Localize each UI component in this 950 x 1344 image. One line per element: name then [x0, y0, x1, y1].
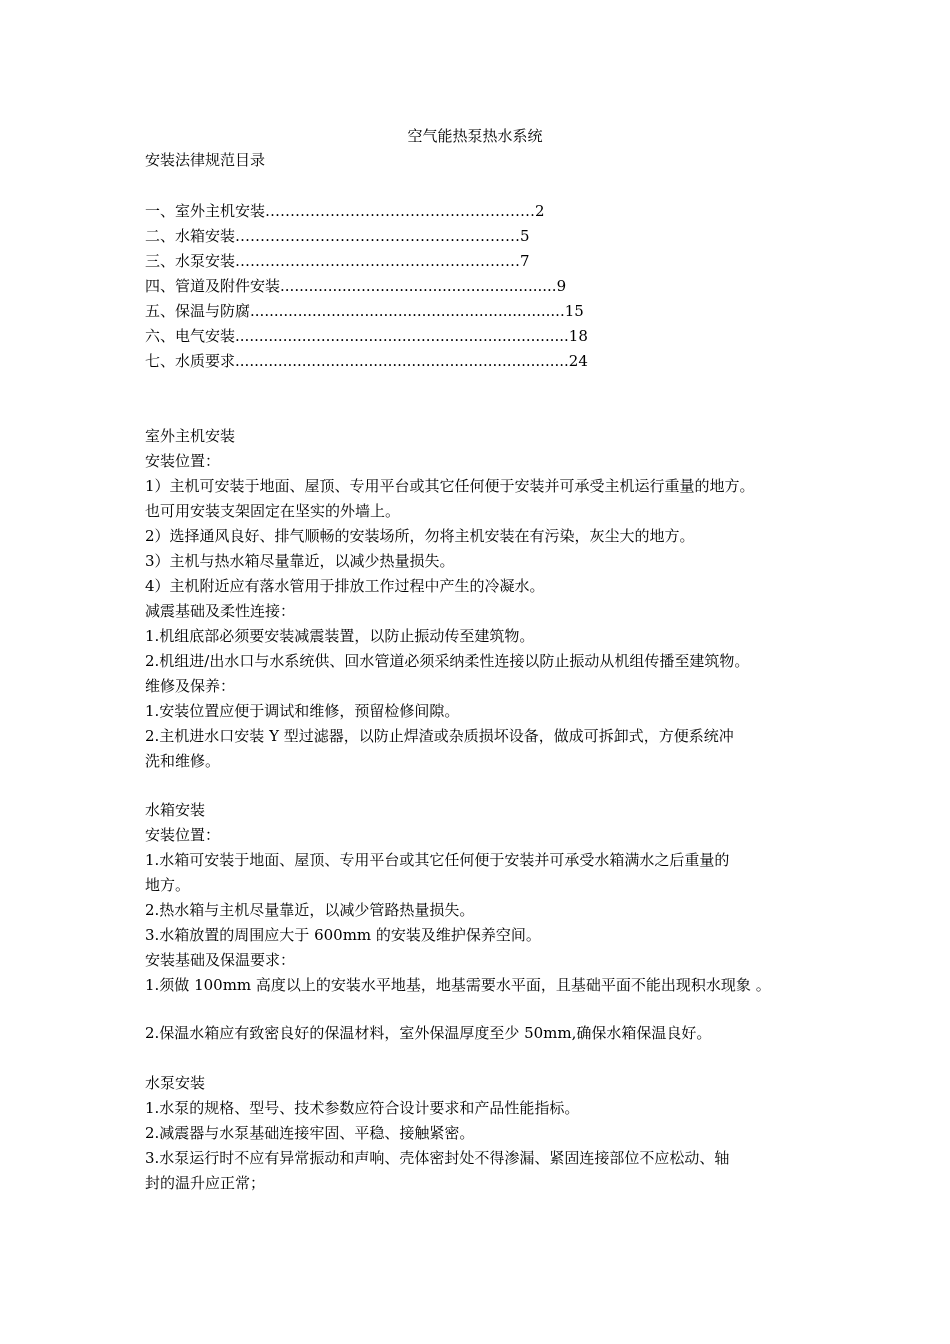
toc-leader: .................................................................. [250, 302, 565, 320]
toc-leader: ...................................................................... [235, 352, 569, 370]
toc-leader: ...................................................................... [235, 327, 569, 345]
paragraph-line: 2.减震器与水泵基础连接牢固、平稳、接触紧密。 [145, 1124, 475, 1142]
subsection-heading: 安装位置： [145, 452, 221, 470]
paragraph-line: 1）主机可安装于地面、屋顶、专用平台或其它任何便于安装并可承受主机运行重量的地方。 [145, 477, 755, 495]
subsection-heading: 安装位置： [145, 826, 221, 844]
toc-item[interactable] [145, 224, 530, 248]
paragraph-line: 3.水泵运行时不应有异常振动和声响、壳体密封处不得渗漏、紧固连接部位不应松动、轴 [145, 1149, 730, 1167]
toc-page: 15 [564, 302, 584, 320]
paragraph-line: 1.安装位置应便于调试和维修，预留检修间隙。 [145, 702, 460, 720]
paragraph-line: 地方。 [145, 876, 191, 894]
paragraph-line: 2.主机进水口安装 Y 型过滤器，以防止焊渣或杂质损坏设备，做成可拆卸式，方便系统冲 [145, 727, 734, 745]
document-title: 空气能热泵热水系统 [407, 127, 543, 145]
paragraph-line: 4）主机附近应有落水管用于排放工作过程中产生的冷凝水。 [145, 577, 545, 595]
toc-item[interactable] [145, 199, 545, 223]
paragraph-line: 1.机组底部必须要安装减震装置，以防止振动传至建筑物。 [145, 627, 535, 645]
paragraph-line: 洗和维修。 [145, 752, 221, 770]
paragraph-line: 3.水箱放置的周围应大于 600mm 的安装及维护保养空间。 [145, 926, 541, 944]
paragraph-line: 2.保温水箱应有致密良好的保温材料，室外保温厚度至少 50mm,确保水箱保温良好。 [145, 1024, 712, 1042]
toc-label: 三、水泵安装 [145, 252, 236, 270]
toc-page: 24 [568, 352, 588, 370]
toc-leader: ……………………………………………… [265, 202, 536, 220]
subsection-heading: 维修及保养： [145, 677, 236, 695]
toc-label: 六、电气安装 [145, 327, 236, 345]
toc-leader: .......................................................... [280, 277, 557, 295]
toc-item[interactable] [145, 324, 588, 348]
paragraph-line: 1.水箱可安装于地面、屋顶、专用平台或其它任何便于安装并可承受水箱满水之后重量的 [145, 851, 730, 869]
toc-item[interactable] [145, 274, 566, 298]
section-heading: 室外主机安装 [145, 427, 236, 445]
subsection-heading: 安装基础及保温要求： [145, 951, 296, 969]
paragraph-line: 2.热水箱与主机尽量靠近，以减少管路热量损失。 [145, 901, 475, 919]
paragraph-line: 2）选择通风良好、排气顺畅的安装场所，勿将主机安装在有污染，灰尘大的地方。 [145, 527, 695, 545]
paragraph-line: 1.须做 100mm 高度以上的安装水平地基，地基需要水平面，且基础平面不能出现积水现象 。 [145, 976, 771, 994]
toc-item[interactable] [145, 299, 584, 323]
toc-item[interactable] [145, 249, 530, 273]
toc-leader: ………………………………………………… [235, 252, 521, 270]
paragraph-line: 也可用安装支架固定在坚实的外墙上。 [145, 502, 401, 520]
toc-page: 7 [520, 252, 530, 270]
toc-page: 18 [568, 327, 588, 345]
toc-page: 9 [556, 277, 567, 295]
document-subtitle: 安装法律规范目录 [145, 151, 266, 169]
section-heading: 水泵安装 [145, 1074, 206, 1092]
toc-page: 5 [520, 227, 530, 245]
subsection-heading: 减震基础及柔性连接： [145, 602, 296, 620]
paragraph-line: 3）主机与热水箱尽量靠近，以减少热量损失。 [145, 552, 455, 570]
toc-label: 四、管道及附件安装 [145, 277, 281, 295]
paragraph-line: 1.水泵的规格、型号、技术参数应符合设计要求和产品性能指标。 [145, 1099, 580, 1117]
toc-item[interactable] [145, 349, 588, 373]
toc-label: 五、保温与防腐 [145, 302, 251, 320]
toc-page: 2 [535, 202, 545, 220]
paragraph-line: 封的温升应正常； [145, 1174, 266, 1192]
toc-label: 二、水箱安装 [145, 227, 236, 245]
section-heading: 水箱安装 [145, 801, 206, 819]
toc-label: 七、水质要求 [145, 352, 236, 370]
toc-label: 一、室外主机安装 [145, 202, 266, 220]
paragraph-line: 2.机组进/出水口与水系统供、回水管道必须采纳柔性连接以防止振动从机组传播至建筑物。 [145, 652, 750, 670]
toc-leader: ………………………………………………… [235, 227, 521, 245]
